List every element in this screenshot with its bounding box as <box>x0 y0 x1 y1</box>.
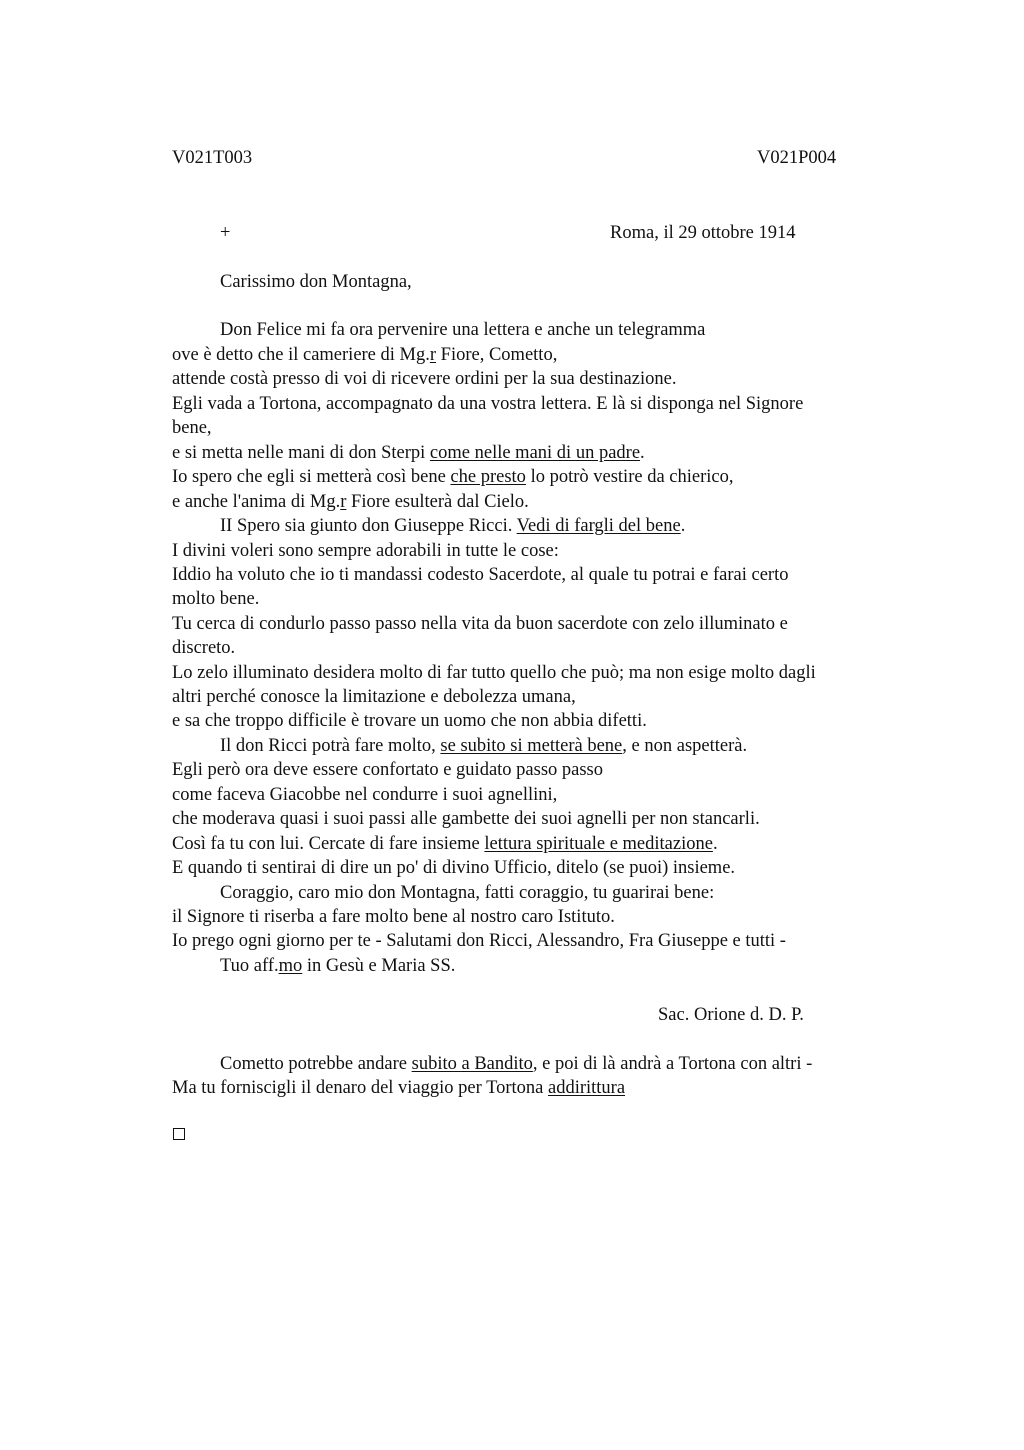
body-line: Coraggio, caro mio don Montagna, fatti coraggio, tu guarirai bene: <box>220 883 715 903</box>
body-line: discreto. <box>172 638 236 658</box>
body-line: molto bene. <box>172 589 260 609</box>
body-line: Così fa tu con lui. Cercate di fare insieme lettura spirituale e meditazione. <box>172 834 718 854</box>
body-line: ove è detto che il cameriere di Mg.r Fiore, Cometto, <box>172 345 558 365</box>
signature: Sac. Orione d. D. P. <box>658 1005 804 1025</box>
body-line: Io spero che egli si metterà così bene che presto lo potrò vestire da chierico, <box>172 467 734 487</box>
body-line: e sa che troppo difficile è trovare un uomo che non abbia difetti. <box>172 711 647 731</box>
body-line: come faceva Giacobbe nel condurre i suoi agnellini, <box>172 785 558 805</box>
body-line: altri perché conosce la limitazione e debolezza umana, <box>172 687 576 707</box>
body-line: Io prego ogni giorno per te - Salutami don Ricci, Alessandro, Fra Giuseppe e tutti - <box>172 931 786 951</box>
body-line: Lo zelo illuminato desidera molto di far tutto quello che può; ma non esige molto dagli <box>172 663 816 683</box>
salutation: Carissimo don Montagna, <box>220 272 412 292</box>
body-line: bene, <box>172 418 212 438</box>
underlined-phrase: lettura spirituale e meditazione <box>484 834 713 854</box>
postscript-line: Cometto potrebbe andare subito a Bandito, e poi di là andrà a Tortona con altri - <box>220 1054 813 1074</box>
underlined-phrase: Vedi di fargli del bene <box>516 516 681 536</box>
underlined-phrase: come nelle mani di un padre <box>429 443 641 463</box>
body-line: II Spero sia giunto don Giuseppe Ricci. Vedi di fargli del bene. <box>220 516 686 536</box>
body-line: che moderava quasi i suoi passi alle gambette dei suoi agnelli per non stancarli. <box>172 809 760 829</box>
cross-symbol: + <box>220 223 231 243</box>
body-line: Egli però ora deve essere confortato e guidato passo passo <box>172 760 604 780</box>
body-line: attende costà presso di voi di ricevere ordini per la sua destinazione. <box>172 369 677 389</box>
empty-square-icon <box>173 1128 185 1140</box>
underlined-phrase: addirittura <box>547 1078 626 1098</box>
document-code-left: V021T003 <box>172 148 253 168</box>
underlined-phrase: se subito si metterà bene <box>440 736 623 756</box>
underlined-phrase: subito a Bandito <box>411 1054 533 1074</box>
body-line: Il don Ricci potrà fare molto, se subito si metterà bene, e non aspetterà. <box>220 736 748 756</box>
body-line: Egli vada a Tortona, accompagnato da una vostra lettera. E là si disponga nel Signore <box>172 394 804 414</box>
closing-line: Tuo aff.mo in Gesù e Maria SS. <box>220 956 456 976</box>
body-line: e si metta nelle mani di don Sterpi come nelle mani di un padre. <box>172 443 645 463</box>
body-line: Tu cerca di condurlo passo passo nella vita da buon sacerdote con zelo illuminato e <box>172 614 788 634</box>
body-line: e anche l'anima di Mg.r Fiore esulterà dal Cielo. <box>172 492 529 512</box>
body-line: E quando ti sentirai di dire un po' di divino Ufficio, ditelo (se puoi) insieme. <box>172 858 736 878</box>
body-line: Iddio ha voluto che io ti mandassi codesto Sacerdote, al quale tu potrai e farai certo <box>172 565 789 585</box>
postscript-line: Ma tu forniscigli il denaro del viaggio per Tortona addirittura <box>172 1078 626 1098</box>
underlined-phrase: che presto <box>450 467 526 487</box>
body-line: Don Felice mi fa ora pervenire una lettera e anche un telegramma <box>220 320 706 340</box>
body-line: I divini voleri sono sempre adorabili in tutte le cose: <box>172 541 559 561</box>
body-line: il Signore ti riserba a fare molto bene al nostro caro Istituto. <box>172 907 615 927</box>
document-code-right: V021P004 <box>757 148 837 168</box>
place-date: Roma, il 29 ottobre 1914 <box>610 223 796 243</box>
